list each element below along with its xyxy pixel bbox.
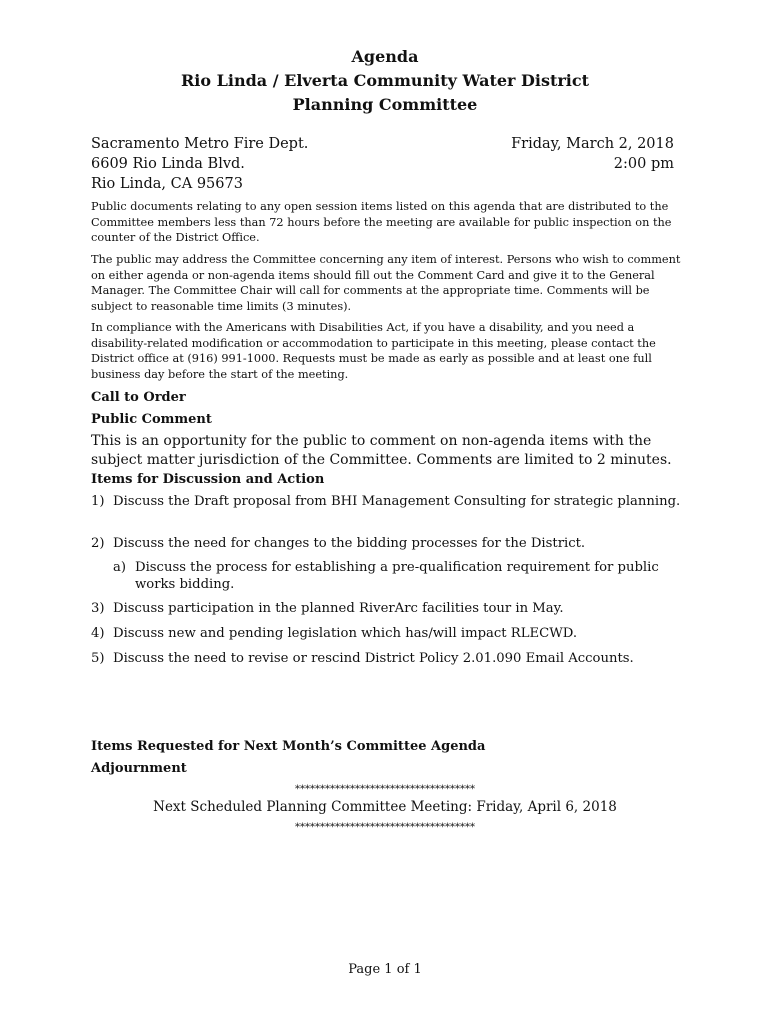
meeting-date: Friday, March 2, 2018 xyxy=(511,136,674,152)
agenda-item xyxy=(91,600,681,617)
item-text: Discuss the process for establishing a pre-qualification requirement for public works bidding. xyxy=(135,560,659,592)
agenda-item xyxy=(91,625,681,642)
agenda-item xyxy=(91,650,681,667)
meeting-time: 2:00 pm xyxy=(613,156,674,172)
agenda-subitem xyxy=(113,559,681,593)
title-committee: Planning Committee xyxy=(292,95,478,114)
location-city: Rio Linda, CA 95673 xyxy=(91,176,243,192)
item-number: 5) xyxy=(91,651,105,666)
next-meeting-note: Next Scheduled Planning Committee Meeting: Friday, April 6, 2018 xyxy=(153,799,617,815)
notice-public-documents: Public documents relating to any open session items listed on this agenda that are distributed to the Committee members less than 72 hours before the meeting are available for public inspection on the counter of the District Office. xyxy=(91,200,672,245)
heading-adjournment: Adjournment xyxy=(91,761,187,776)
page-number: Page 1 of 1 xyxy=(348,962,422,977)
item-text: Discuss the need to revise or rescind District Policy 2.01.090 Email Accounts. xyxy=(113,651,634,666)
heading-call-to-order: Call to Order xyxy=(91,390,186,405)
heading-public-comment: Public Comment xyxy=(91,412,212,427)
item-text: Discuss the Draft proposal from BHI Management Consulting for strategic planning. xyxy=(113,494,681,509)
separator-bottom: ************************************ xyxy=(295,822,475,833)
heading-next-month-items: Items Requested for Next Month’s Committee Agenda xyxy=(91,739,486,754)
item-text: Discuss new and pending legislation which has/will impact RLECWD. xyxy=(113,626,578,641)
item-number: 4) xyxy=(91,626,105,641)
item-number: 3) xyxy=(91,601,105,616)
location-address: 6609 Rio Linda Blvd. xyxy=(91,156,245,172)
heading-items-discussion: Items for Discussion and Action xyxy=(91,472,325,487)
agenda-item xyxy=(91,493,681,510)
item-number: 2) xyxy=(91,536,105,551)
notice-public-address: The public may address the Committee concerning any item of interest. Persons who wish to comment on either agenda or non-agenda items should fill out the Comment Card and give it to the General Manager. The Committee Chair will call for comments at the appropriate time. Comments will be subject to reasonable time limits (3 minutes). xyxy=(91,253,681,313)
item-text: Discuss the need for changes to the bidding processes for the District. xyxy=(113,536,586,551)
item-text: Discuss participation in the planned RiverArc facilities tour in May. xyxy=(113,601,564,616)
title-district: Rio Linda / Elverta Community Water District xyxy=(181,71,589,90)
agenda-item xyxy=(91,535,681,552)
location-name: Sacramento Metro Fire Dept. xyxy=(91,136,309,152)
separator-top: ************************************ xyxy=(295,784,475,795)
item-number: 1) xyxy=(91,494,105,509)
title-agenda: Agenda xyxy=(351,47,419,66)
item-number: a) xyxy=(113,560,127,575)
public-comment-text: This is an opportunity for the public to comment on non-agenda items with the subject matter jurisdiction of the Committee. Comments are limited to 2 minutes. xyxy=(91,433,672,468)
notice-ada: In compliance with the Americans with Disabilities Act, if you have a disability, and you need a disability-related modification or accommodation to participate in this meeting, please contact the District office at (916) 991-1000. Requests must be made as early as possible and at least one full business day before the start of the meeting. xyxy=(91,321,656,381)
